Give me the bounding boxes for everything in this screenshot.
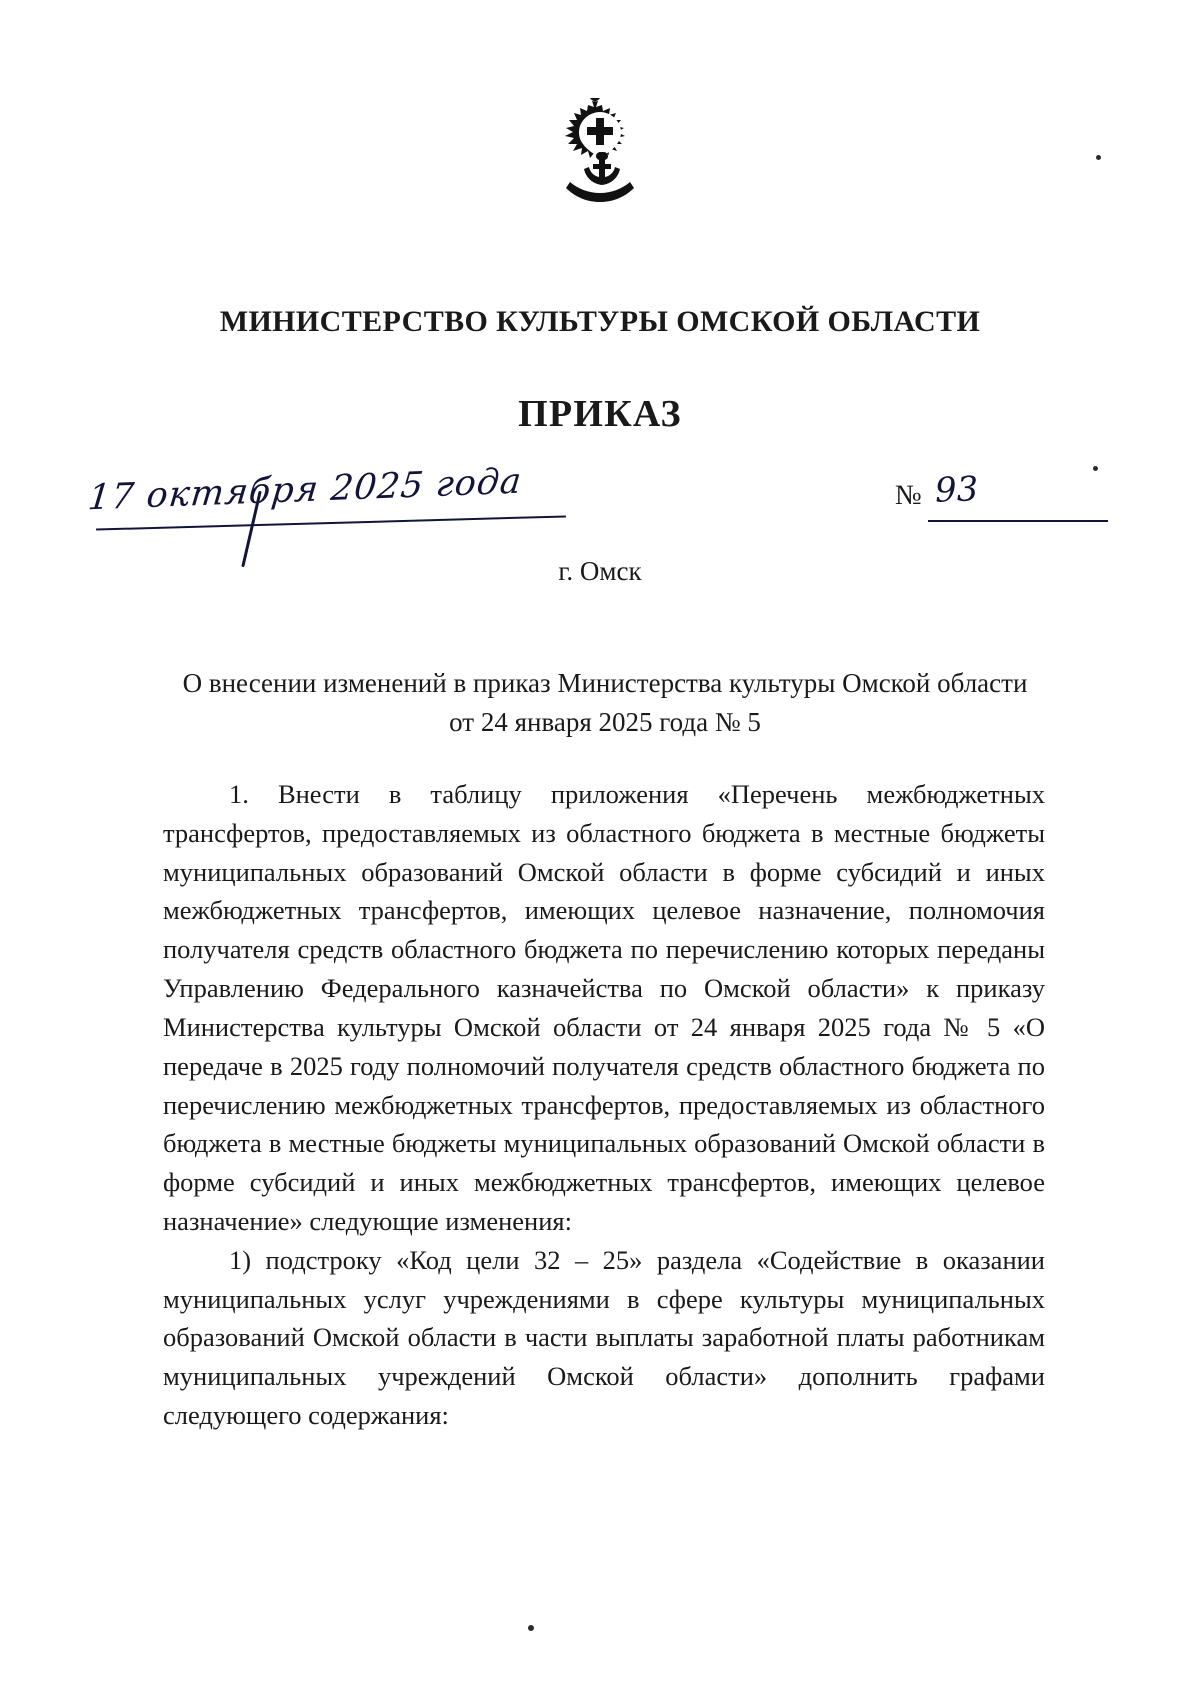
scan-mark-right-top bbox=[1096, 155, 1101, 160]
emblem-container bbox=[0, 96, 1200, 208]
number-label: № bbox=[895, 480, 922, 511]
omsk-oblast-coat-of-arms-icon bbox=[546, 96, 654, 208]
number-underline bbox=[928, 520, 1108, 522]
ministry-title: МИНИСТЕРСТВО КУЛЬТУРЫ ОМСКОЙ ОБЛАСТИ bbox=[219, 305, 981, 338]
order-number-value: 93 bbox=[934, 469, 979, 511]
date-number-row bbox=[0, 461, 1200, 540]
scan-mark-bottom bbox=[528, 1625, 534, 1631]
document-body bbox=[163, 775, 1045, 1435]
subject-line-2: от 24 января 2025 года № 5 bbox=[449, 707, 761, 738]
document-subject bbox=[170, 664, 1040, 742]
document-type-heading: ПРИКАЗ bbox=[518, 393, 682, 435]
subject-line-1: О внесении изменений в приказ Министерства культуры Омской области bbox=[182, 668, 1028, 698]
scan-mark-right-middle bbox=[1093, 466, 1098, 471]
body-paragraph-1: 1. Внести в таблицу приложения «Перечень межбюджетных трансфертов, предоставляемых из областного бюджета в местные бюджеты муниципальных образований Омской области в форме субсидий и иных межбюджетных трансфертов, имеющих целевое назначение, полномочия получателя средств областного бюджета по перечислению которых переданы Управлению Федерального казначейства по Омской области» к приказу Министерства культуры Омской области от 24 января 2025 года № 5 «О передаче в 2025 году полномочий получателя средств областного бюджета по перечислению межбюджетных трансфертов, предоставляемых из областного бюджета в местные бюджеты муниципальных образований Омской области в форме субсидий и иных межбюджетных трансфертов, имеющих целевое назначение» следующие изменения: bbox=[163, 779, 1045, 1236]
handwritten-date: 17 октября 2025 года bbox=[86, 461, 524, 519]
city-line: г. Омск bbox=[558, 556, 642, 586]
body-paragraph-2: 1) подстроку «Код цели 32 – 25» раздела «Содействие в оказании муниципальных услуг учреждениями в сфере культуры муниципальных образований Омской области в части выплаты заработной платы работникам муниципальных учреждений Омской области» дополнить графами следующего содержания: bbox=[163, 1244, 1045, 1430]
date-underline bbox=[96, 515, 566, 530]
